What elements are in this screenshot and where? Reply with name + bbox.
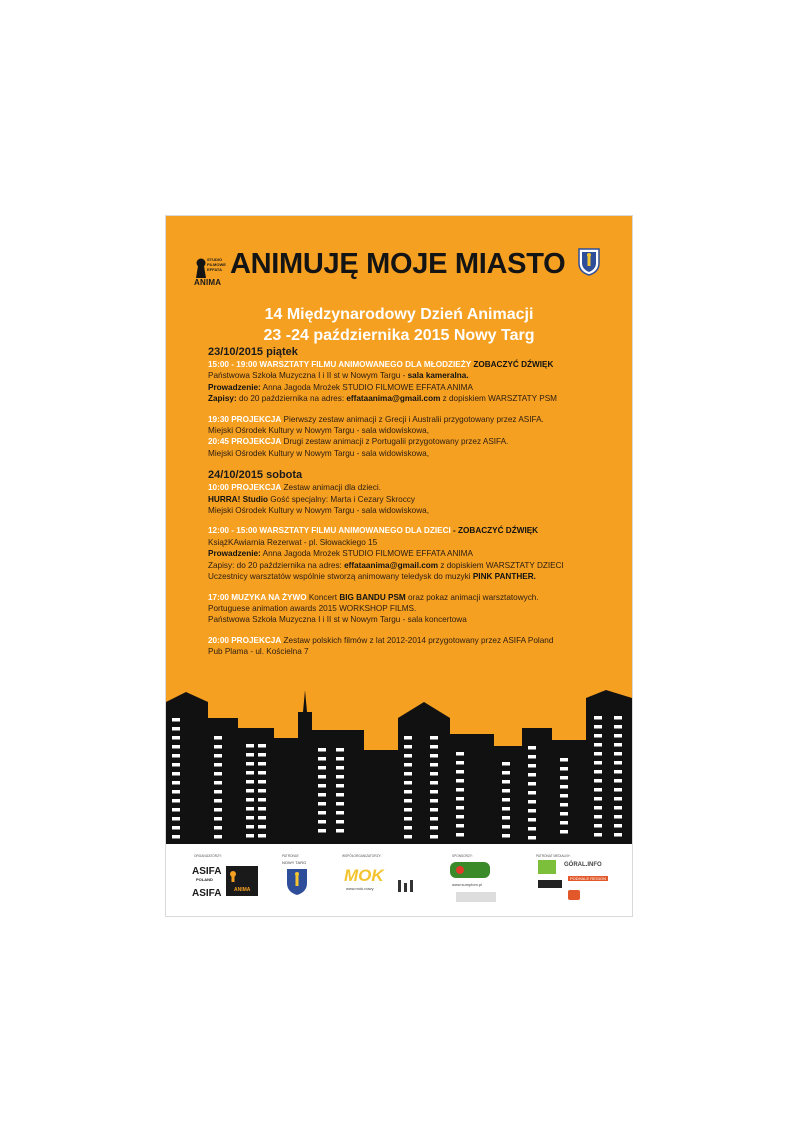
registration-suffix: z dopiskiem WARSZTATY DZIECI (438, 560, 564, 570)
event-place: Państwowa Szkoła Muzyczna I i II st w Nowym Targu - sala koncertowa (208, 615, 467, 625)
window (258, 771, 266, 775)
window (318, 766, 326, 770)
window (502, 771, 510, 775)
lead-text: Anna Jagoda Mrożek STUDIO FILMOWE EFFATA ANIMA (260, 382, 473, 392)
program-line (208, 393, 628, 404)
window (246, 753, 254, 757)
window (336, 793, 344, 797)
window (502, 834, 510, 838)
window (172, 736, 180, 740)
window (258, 744, 266, 748)
mok-logo: MOK (344, 866, 384, 885)
window (594, 716, 602, 720)
window (560, 785, 568, 789)
window (456, 806, 464, 810)
podhale-region-logo: PODHALE REGION (570, 876, 607, 881)
window (214, 835, 222, 839)
window (336, 820, 344, 824)
spacer (208, 626, 628, 635)
window (172, 799, 180, 803)
day-heading: 24/10/2015 sobota (208, 469, 303, 482)
window (560, 812, 568, 816)
window (172, 727, 180, 731)
window (246, 798, 254, 802)
window (318, 829, 326, 833)
window (430, 817, 438, 821)
window (528, 836, 536, 840)
window (336, 775, 344, 779)
spacer (208, 459, 628, 469)
window (502, 816, 510, 820)
event-time: 17:00 MUZYKA NA ŻYWO (208, 592, 307, 602)
studio-logo-name: ANIMA (194, 278, 222, 287)
window (502, 780, 510, 784)
registration-suffix: z dopiskiem WARSZTATY PSM (440, 394, 557, 404)
window (430, 736, 438, 740)
window (404, 736, 412, 740)
lead-label: Prowadzenie: (208, 382, 261, 392)
window (336, 766, 344, 770)
window (594, 797, 602, 801)
program-line (208, 370, 628, 381)
window (560, 776, 568, 780)
window (336, 784, 344, 788)
window (172, 718, 180, 722)
window (214, 817, 222, 821)
window (594, 743, 602, 747)
window (214, 799, 222, 803)
window (336, 802, 344, 806)
window (594, 770, 602, 774)
footer-label: ORGANIZATORZY: (194, 854, 222, 858)
program-line (208, 571, 628, 582)
lead-text: Anna Jagoda Mrożek STUDIO FILMOWE EFFATA ANIMA (260, 549, 473, 559)
window (336, 811, 344, 815)
window (214, 736, 222, 740)
window (246, 807, 254, 811)
footer-label: SPONSORZY: (452, 854, 473, 858)
studio-logo-line: STUDIO (207, 257, 223, 262)
window (456, 761, 464, 765)
window (528, 746, 536, 750)
media-logo-icon (538, 860, 556, 874)
window (258, 762, 266, 766)
guest-label: HURRA! Studio (208, 494, 269, 504)
window (594, 779, 602, 783)
window (528, 818, 536, 822)
program-line (208, 482, 628, 493)
event-time: 20:45 PROJEKCJA (208, 437, 282, 447)
window (336, 757, 344, 761)
window (614, 734, 622, 738)
window (258, 816, 266, 820)
window (528, 764, 536, 768)
window (246, 825, 254, 829)
window (404, 754, 412, 758)
window (404, 826, 412, 830)
studio-effata-anima-logo (194, 256, 226, 290)
window (172, 763, 180, 767)
window (336, 748, 344, 752)
window (502, 798, 510, 802)
window (502, 825, 510, 829)
program-line (208, 359, 628, 370)
window (614, 761, 622, 765)
window (246, 762, 254, 766)
sponsor-url: www.sumplom.pl (452, 882, 483, 887)
window (560, 794, 568, 798)
media-logo-icon (538, 880, 562, 888)
window (246, 780, 254, 784)
window (318, 757, 326, 761)
program-line (208, 525, 628, 536)
nowy-targ-crest-icon (578, 246, 600, 276)
window (594, 824, 602, 828)
window (172, 808, 180, 812)
event-place: Miejski Ośrodek Kultury w Nowym Targu - sala widowiskowa, (208, 426, 429, 436)
window (594, 806, 602, 810)
studio-logo-text (207, 257, 226, 272)
window (528, 773, 536, 777)
window (614, 806, 622, 810)
window (456, 815, 464, 819)
sponsors-footer (166, 844, 632, 916)
band-name: BIG BANDU PSM (339, 592, 406, 602)
window (214, 763, 222, 767)
window (404, 745, 412, 749)
window (214, 781, 222, 785)
window (318, 784, 326, 788)
window (246, 789, 254, 793)
event-text: Portuguese animation awards 2015 WORKSHOP FILMS. (208, 603, 417, 613)
window (172, 772, 180, 776)
registration-label: Zapisy: (208, 394, 237, 404)
registration-text: do 20 października na adres: (236, 394, 347, 404)
window (172, 754, 180, 758)
window (594, 788, 602, 792)
window (214, 772, 222, 776)
event-time: 15:00 - 19:00 WARSZTATY FILMU ANIMOWANEGO DLA MŁODZIEŻY (208, 360, 472, 369)
program-line (208, 548, 628, 559)
window (594, 815, 602, 819)
window (258, 798, 266, 802)
studio-logo-line: EFFATA (207, 267, 222, 272)
window (594, 734, 602, 738)
event-text: Zestaw animacji dla dzieci. (281, 483, 381, 493)
mok-url: www.mok.nowy (346, 886, 374, 891)
window (214, 790, 222, 794)
program-line (208, 560, 628, 571)
asifa-poland-sub: POLAND (196, 877, 213, 882)
window (258, 825, 266, 829)
event-tag: - ZOBACZYĆ DŹWIĘK (450, 526, 539, 536)
window (456, 824, 464, 828)
window (214, 826, 222, 830)
window (614, 797, 622, 801)
window (318, 793, 326, 797)
window (318, 775, 326, 779)
window (594, 725, 602, 729)
window (430, 754, 438, 758)
event-place: Miejski Ośrodek Kultury w Nowym Targu - sala widowiskowa, (208, 448, 429, 458)
event-time: 12:00 - 15:00 WARSZTATY FILMU ANIMOWANEGO DLA DZIECI (208, 526, 451, 536)
window (404, 799, 412, 803)
window (594, 761, 602, 765)
lead-label: Prowadzenie: (208, 549, 261, 559)
spacer (208, 405, 628, 414)
program-line (208, 414, 628, 425)
window (560, 803, 568, 807)
poster (166, 216, 632, 916)
window (214, 808, 222, 812)
window (502, 762, 510, 766)
town-crest-icon (286, 868, 308, 896)
window (430, 826, 438, 830)
window (172, 745, 180, 749)
event-time: 10:00 PROJEKCJA (208, 483, 282, 493)
window (172, 781, 180, 785)
window (614, 788, 622, 792)
event-place: Państwowa Szkoła Muzyczna I i II st w Nowym Targu - (208, 371, 408, 381)
event-text: Pierwszy zestaw animacji z Grecji i Australii przygotowany przez ASIFA. (281, 414, 544, 424)
window (404, 763, 412, 767)
window (456, 770, 464, 774)
window (614, 833, 622, 837)
footer-label: WSPÓŁORGANIZATORZY: (342, 854, 382, 858)
window (172, 835, 180, 839)
window (214, 745, 222, 749)
event-text: Koncert (306, 592, 340, 602)
window (528, 827, 536, 831)
registration-text: Zapisy: do 20 października na adres: (208, 560, 345, 570)
window (614, 752, 622, 756)
program-line (208, 494, 628, 505)
window (258, 789, 266, 793)
window (528, 782, 536, 786)
window (456, 797, 464, 801)
window (430, 790, 438, 794)
day-heading: 23/10/2015 piątek (208, 346, 298, 358)
city-skyline-illustration (166, 688, 632, 844)
event-text: oraz pokaz animacji warsztatowych. (405, 592, 539, 602)
asifa-logo: ASIFA (192, 888, 222, 899)
program-line (208, 592, 628, 603)
keyhole-icon (196, 258, 206, 278)
window (594, 833, 602, 837)
poster-title: ANIMUJĘ MOJE MIASTO (230, 248, 566, 280)
event-text: Zestaw polskich filmów z lat 2012-2014 przygotowany przez ASIFA Poland (281, 635, 554, 645)
footer-label: PATRONAT: (282, 854, 300, 858)
guest-text: Gość specjalny: Marta i Cezary Skroccy (268, 494, 415, 504)
window (404, 817, 412, 821)
window (456, 788, 464, 792)
partner-mark-icon (396, 878, 416, 894)
window (172, 790, 180, 794)
event-subtitle: 14 Międzynarodowy Dzień Animacji (264, 306, 534, 323)
window (456, 752, 464, 756)
event-place: Pub Plama - ul. Kościelna 7 (208, 647, 309, 657)
window (502, 789, 510, 793)
window (258, 780, 266, 784)
sponsor-bar-icon (456, 892, 496, 902)
window (430, 835, 438, 839)
window (430, 799, 438, 803)
event-tag: ZOBACZYĆ DŹWIĘK (471, 360, 554, 369)
goral-logo: GÓRAL.INFO (564, 862, 602, 868)
studio-logo-line: FILMOWE (207, 262, 226, 267)
media-logo-icon (568, 890, 580, 900)
event-dates: 23 -24 października 2015 Nowy Targ (263, 327, 535, 344)
registration-email: effataanima@gmail.com (346, 394, 441, 404)
window (318, 820, 326, 824)
poster-header (166, 242, 632, 342)
window (404, 808, 412, 812)
event-time: 20:00 PROJEKCJA (208, 635, 282, 645)
window (246, 834, 254, 838)
window (430, 781, 438, 785)
window (258, 807, 266, 811)
window (594, 752, 602, 756)
window (404, 781, 412, 785)
window (528, 809, 536, 813)
window (614, 770, 622, 774)
patron-town-name: NOWY TARG (282, 860, 307, 865)
workshop-music: PINK PANTHER. (472, 572, 536, 582)
window (430, 808, 438, 812)
window (318, 802, 326, 806)
window (528, 800, 536, 804)
window (430, 763, 438, 767)
window (258, 753, 266, 757)
window (430, 772, 438, 776)
window (336, 829, 344, 833)
event-text: Drugi zestaw animacji z Portugalii przygotowany przez ASIFA. (281, 437, 509, 447)
window (614, 725, 622, 729)
window (614, 815, 622, 819)
window (246, 816, 254, 820)
event-room: sala kameralna. (407, 371, 469, 381)
window (430, 745, 438, 749)
window (614, 743, 622, 747)
window (214, 754, 222, 758)
event-time: 19:30 PROJEKCJA (208, 414, 282, 424)
event-place: Miejski Ośrodek Kultury w Nowym Targu - sala widowiskowa, (208, 506, 429, 516)
window (318, 748, 326, 752)
window (246, 744, 254, 748)
asifa-poland-logo: ASIFA (192, 866, 222, 877)
window (528, 791, 536, 795)
program (208, 346, 628, 658)
registration-email: effataanima@gmail.com (344, 560, 439, 570)
window (404, 835, 412, 839)
window (614, 779, 622, 783)
window (404, 772, 412, 776)
program-line (208, 382, 628, 393)
window (528, 755, 536, 759)
window (560, 830, 568, 834)
spacer (208, 516, 628, 525)
footer-label: PATRONAT MEDIALNY: (536, 854, 571, 858)
window (246, 771, 254, 775)
workshop-note: Uczestnicy warsztatów wspólnie stworzą animowany teledysk do muzyki (208, 572, 473, 582)
window (560, 758, 568, 762)
window (456, 833, 464, 837)
sponsor-logo-icon (450, 860, 490, 880)
window (614, 716, 622, 720)
window (560, 821, 568, 825)
spacer (208, 583, 628, 592)
window (318, 811, 326, 815)
window (258, 834, 266, 838)
effata-anima-badge-text: ANIMA (234, 887, 251, 893)
window (502, 807, 510, 811)
window (404, 790, 412, 794)
window (172, 817, 180, 821)
window (560, 767, 568, 771)
program-line (208, 635, 628, 646)
event-place: KsiążKAwiarnia Rezerwat - pl. Słowackiego 15 (208, 537, 378, 547)
program-line (208, 436, 628, 447)
window (614, 824, 622, 828)
window (456, 779, 464, 783)
window (172, 826, 180, 830)
